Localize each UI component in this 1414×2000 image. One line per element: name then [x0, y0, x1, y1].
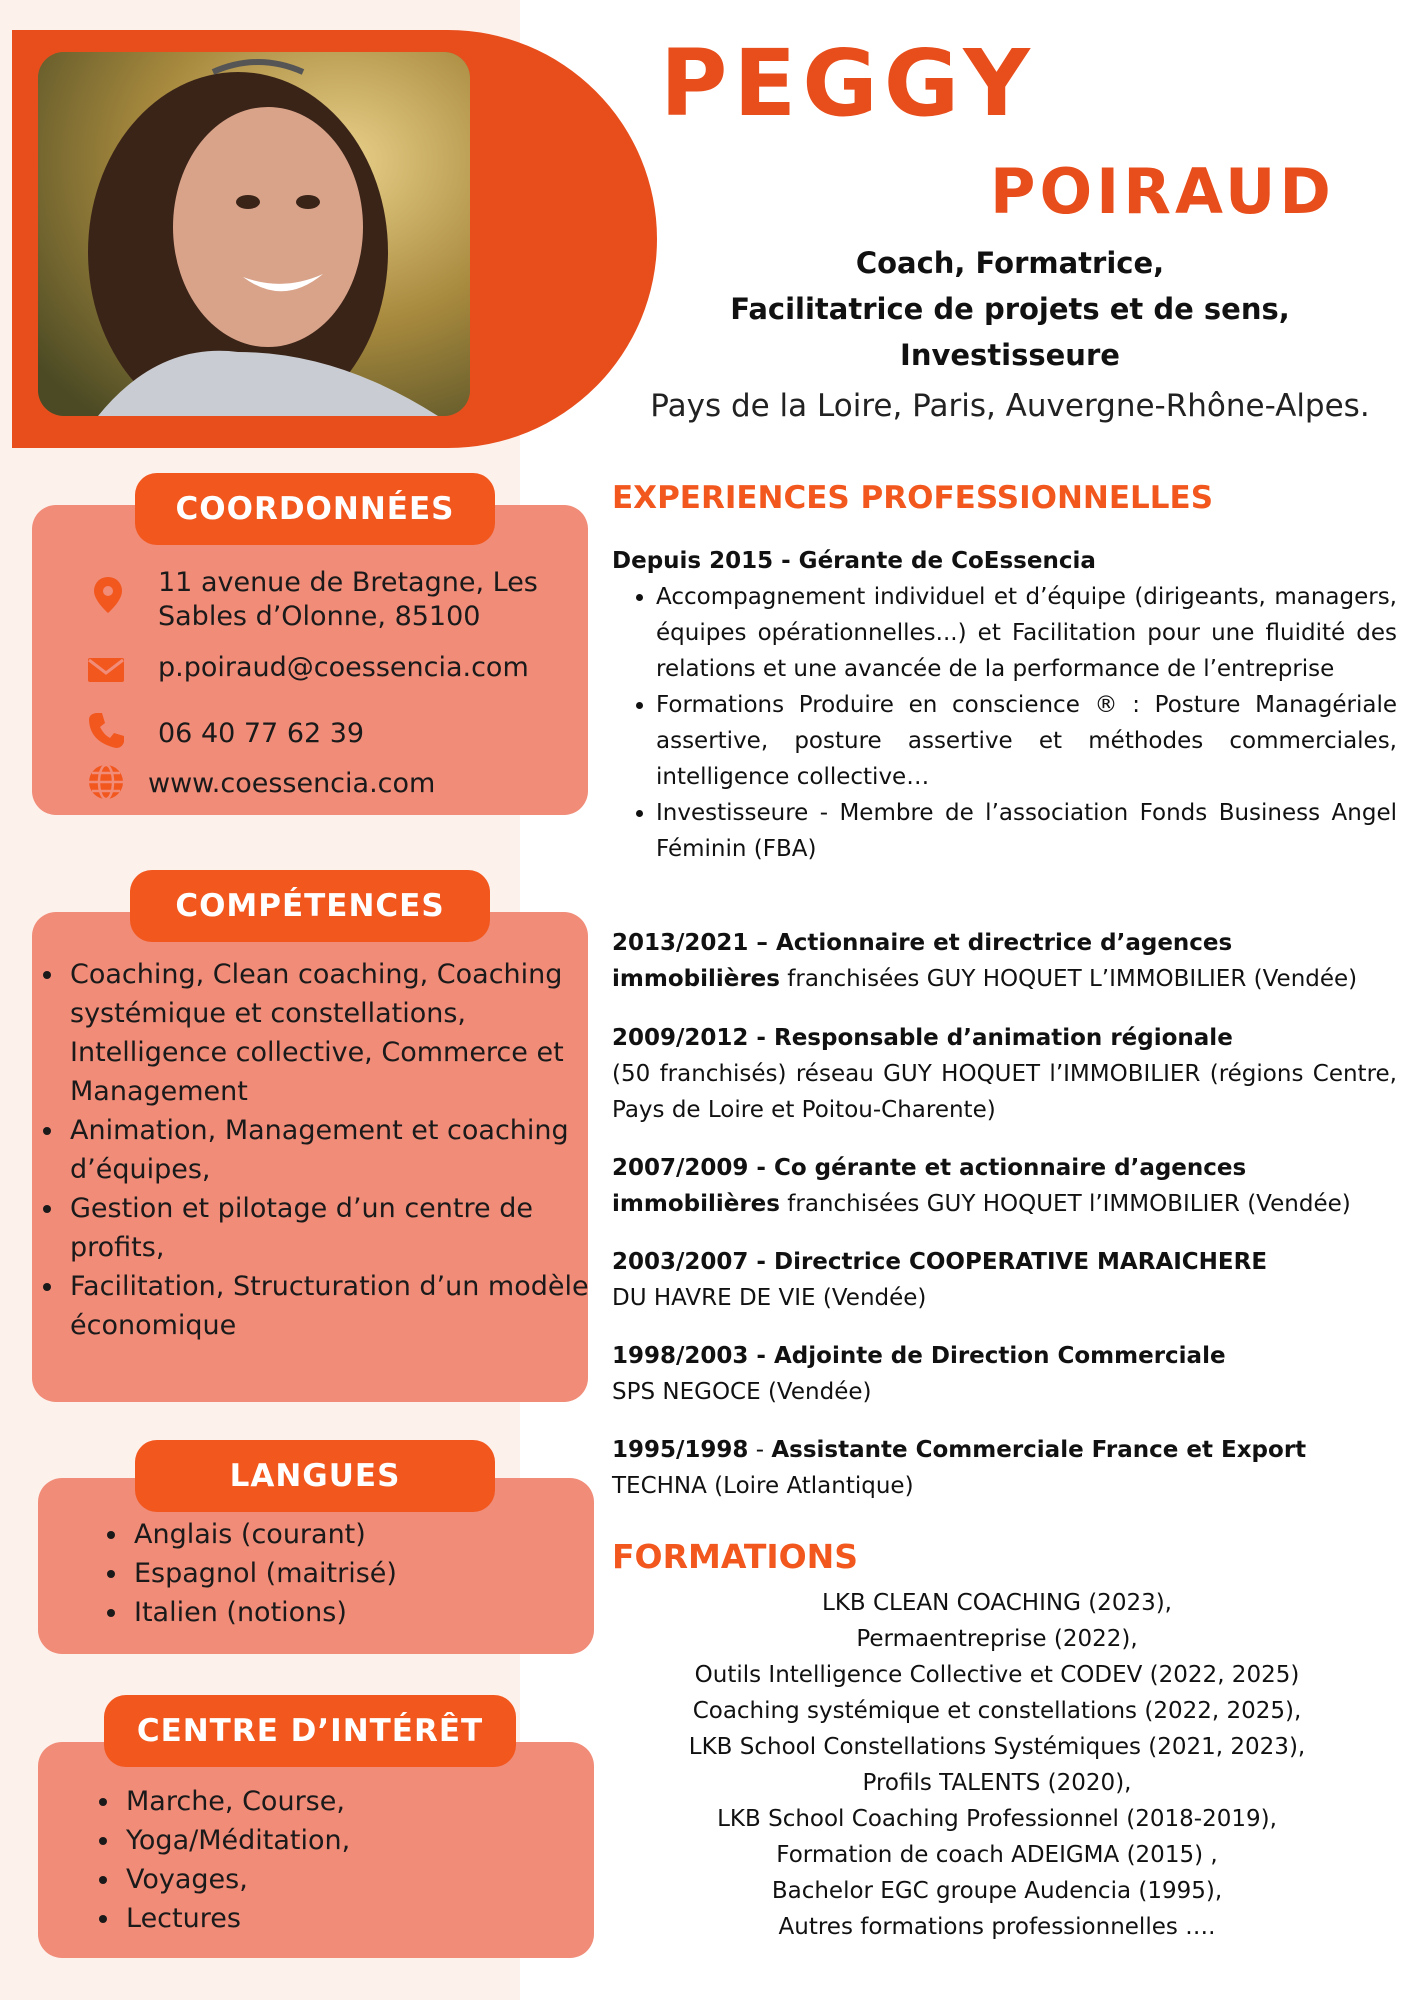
phone-number[interactable]: 06 40 77 62 39	[158, 718, 365, 749]
experience-year: 1995/1998	[612, 1437, 749, 1463]
experience-detail: DU HAVRE DE VIE (Vendée)	[612, 1285, 927, 1311]
experience-heading: Depuis 2015 - Gérante de CoEssencia	[612, 548, 1096, 574]
job-titles	[640, 240, 1380, 378]
list-item: • Anglais (courant)	[130, 1515, 610, 1554]
phone-icon	[86, 710, 126, 750]
last-name: POIRAUD	[990, 155, 1335, 228]
formation-item: Profils TALENTS (2020),	[862, 1770, 1132, 1796]
list-item: • Coaching, Clean coaching, Coaching systémique et constellations, Intelligence collective, Commerce et Management	[66, 955, 616, 1111]
formation-item: Formation de coach ADEIGMA (2015) ,	[776, 1842, 1218, 1868]
job-title-line: Coach, Formatrice,	[855, 246, 1165, 280]
experience-detail: TECHNA (Loire Atlantique)	[612, 1473, 914, 1499]
experience-separator: -	[748, 1437, 772, 1463]
list-item: • Espagnol (maitrisé)	[130, 1554, 610, 1593]
experience-heading: 2009/2012 - Responsable d’animation régionale	[612, 1025, 1233, 1051]
globe-icon	[86, 762, 126, 802]
experience-title: EXPERIENCES PROFESSIONNELLES	[612, 480, 1214, 516]
formation-item: Permaentreprise (2022),	[856, 1626, 1138, 1652]
list-item: • Gestion et pilotage d’un centre de profits,	[66, 1189, 616, 1267]
skills-title: COMPÉTENCES	[130, 870, 490, 942]
experience-entry	[612, 925, 1397, 997]
first-name: PEGGY	[660, 30, 1036, 137]
formation-item: Outils Intelligence Collective et CODEV (2022, 2025)	[694, 1662, 1300, 1688]
formation-item: LKB School Coaching Professionnel (2018-2019),	[717, 1806, 1277, 1832]
experience-entry	[612, 1150, 1397, 1222]
formation-item: LKB School Constellations Systémiques (2021, 2023),	[688, 1734, 1306, 1760]
experience-detail: franchisées GUY HOQUET L’IMMOBILIER (Vendée)	[779, 966, 1358, 992]
list-item: • Voyages,	[122, 1860, 602, 1899]
experience-heading: 2013/2021 – Actionnaire et directrice d’agences immobilières	[612, 930, 1233, 992]
formation-item: Bachelor EGC groupe Audencia (1995),	[771, 1878, 1223, 1904]
list-item: • Marche, Course,	[122, 1782, 602, 1821]
list-item: • Yoga/Méditation,	[122, 1821, 602, 1860]
experience-entry	[612, 1020, 1397, 1128]
languages-list	[94, 1515, 610, 1632]
website-link[interactable]: www.coessencia.com	[148, 768, 436, 799]
formations-title: FORMATIONS	[612, 1537, 859, 1576]
experience-detail: franchisées GUY HOQUET l’IMMOBILIER (Vendée)	[779, 1191, 1351, 1217]
regions: Pays de la Loire, Paris, Auvergne-Rhône-Alpes.	[650, 388, 1370, 424]
experience-detail: SPS NEGOCE (Vendée)	[612, 1379, 872, 1405]
list-item: • Facilitation, Structuration d’un modèle économique	[66, 1267, 616, 1345]
experience-entry	[612, 1432, 1397, 1504]
formation-item: LKB CLEAN COACHING (2023),	[822, 1590, 1172, 1616]
address	[158, 566, 538, 634]
formations-list	[612, 1585, 1382, 1945]
list-item: • Animation, Management et coaching d’équipes,	[66, 1111, 616, 1189]
email-link[interactable]: p.poiraud@coessencia.com	[158, 652, 529, 683]
interests-list	[86, 1782, 602, 1938]
email-icon	[86, 650, 126, 690]
experience-current-list	[612, 579, 1397, 867]
list-item: • Italien (notions)	[130, 1593, 610, 1632]
list-item: • Investisseure - Membre de l’association Fonds Business Angel Féminin (FBA)	[656, 795, 1397, 867]
list-item: • Formations Produire en conscience ® : Posture Managériale assertive, posture assertive et méthodes commerciales, intelligence collective…	[656, 687, 1397, 795]
skills-list	[30, 955, 616, 1345]
experience-entry	[612, 1338, 1397, 1410]
experience-detail: (50 franchisés) réseau GUY HOQUET l’IMMOBILIER (régions Centre, Pays de Loire et Poitou-Charente)	[612, 1061, 1397, 1123]
list-item: • Lectures	[122, 1899, 602, 1938]
job-title-line: Facilitatrice de projets et de sens,	[730, 292, 1290, 326]
address-line: 11 avenue de Bretagne, Les	[158, 567, 538, 598]
job-title-line: Investisseure	[900, 338, 1120, 372]
experience-heading: 1998/2003 - Adjointe de Direction Commerciale	[612, 1343, 1226, 1369]
interests-title: CENTRE D’INTÉRÊT	[104, 1695, 516, 1767]
experience-heading: 2003/2007 - Directrice COOPERATIVE MARAICHERE	[612, 1249, 1268, 1275]
location-pin-icon	[88, 575, 128, 615]
languages-title: LANGUES	[135, 1440, 495, 1512]
experience-heading: Assistante Commerciale France et Export	[771, 1437, 1307, 1463]
experience-heading: 2007/2009 - Co gérante et actionnaire d’agences immobilières	[612, 1155, 1247, 1217]
profile-photo	[38, 52, 470, 416]
contact-title: COORDONNÉES	[135, 473, 495, 545]
formation-item: Autres formations professionnelles ….	[778, 1914, 1216, 1940]
experience-entry	[612, 1244, 1397, 1316]
formation-item: Coaching systémique et constellations (2022, 2025),	[692, 1698, 1302, 1724]
address-line: Sables d’Olonne, 85100	[158, 601, 481, 632]
experience-current	[612, 543, 1397, 867]
list-item: • Accompagnement individuel et d’équipe (dirigeants, managers, équipes opérationnelles...) et Facilitation pour une fluidité des relations et une avancée de la performance de l’entreprise	[656, 579, 1397, 687]
